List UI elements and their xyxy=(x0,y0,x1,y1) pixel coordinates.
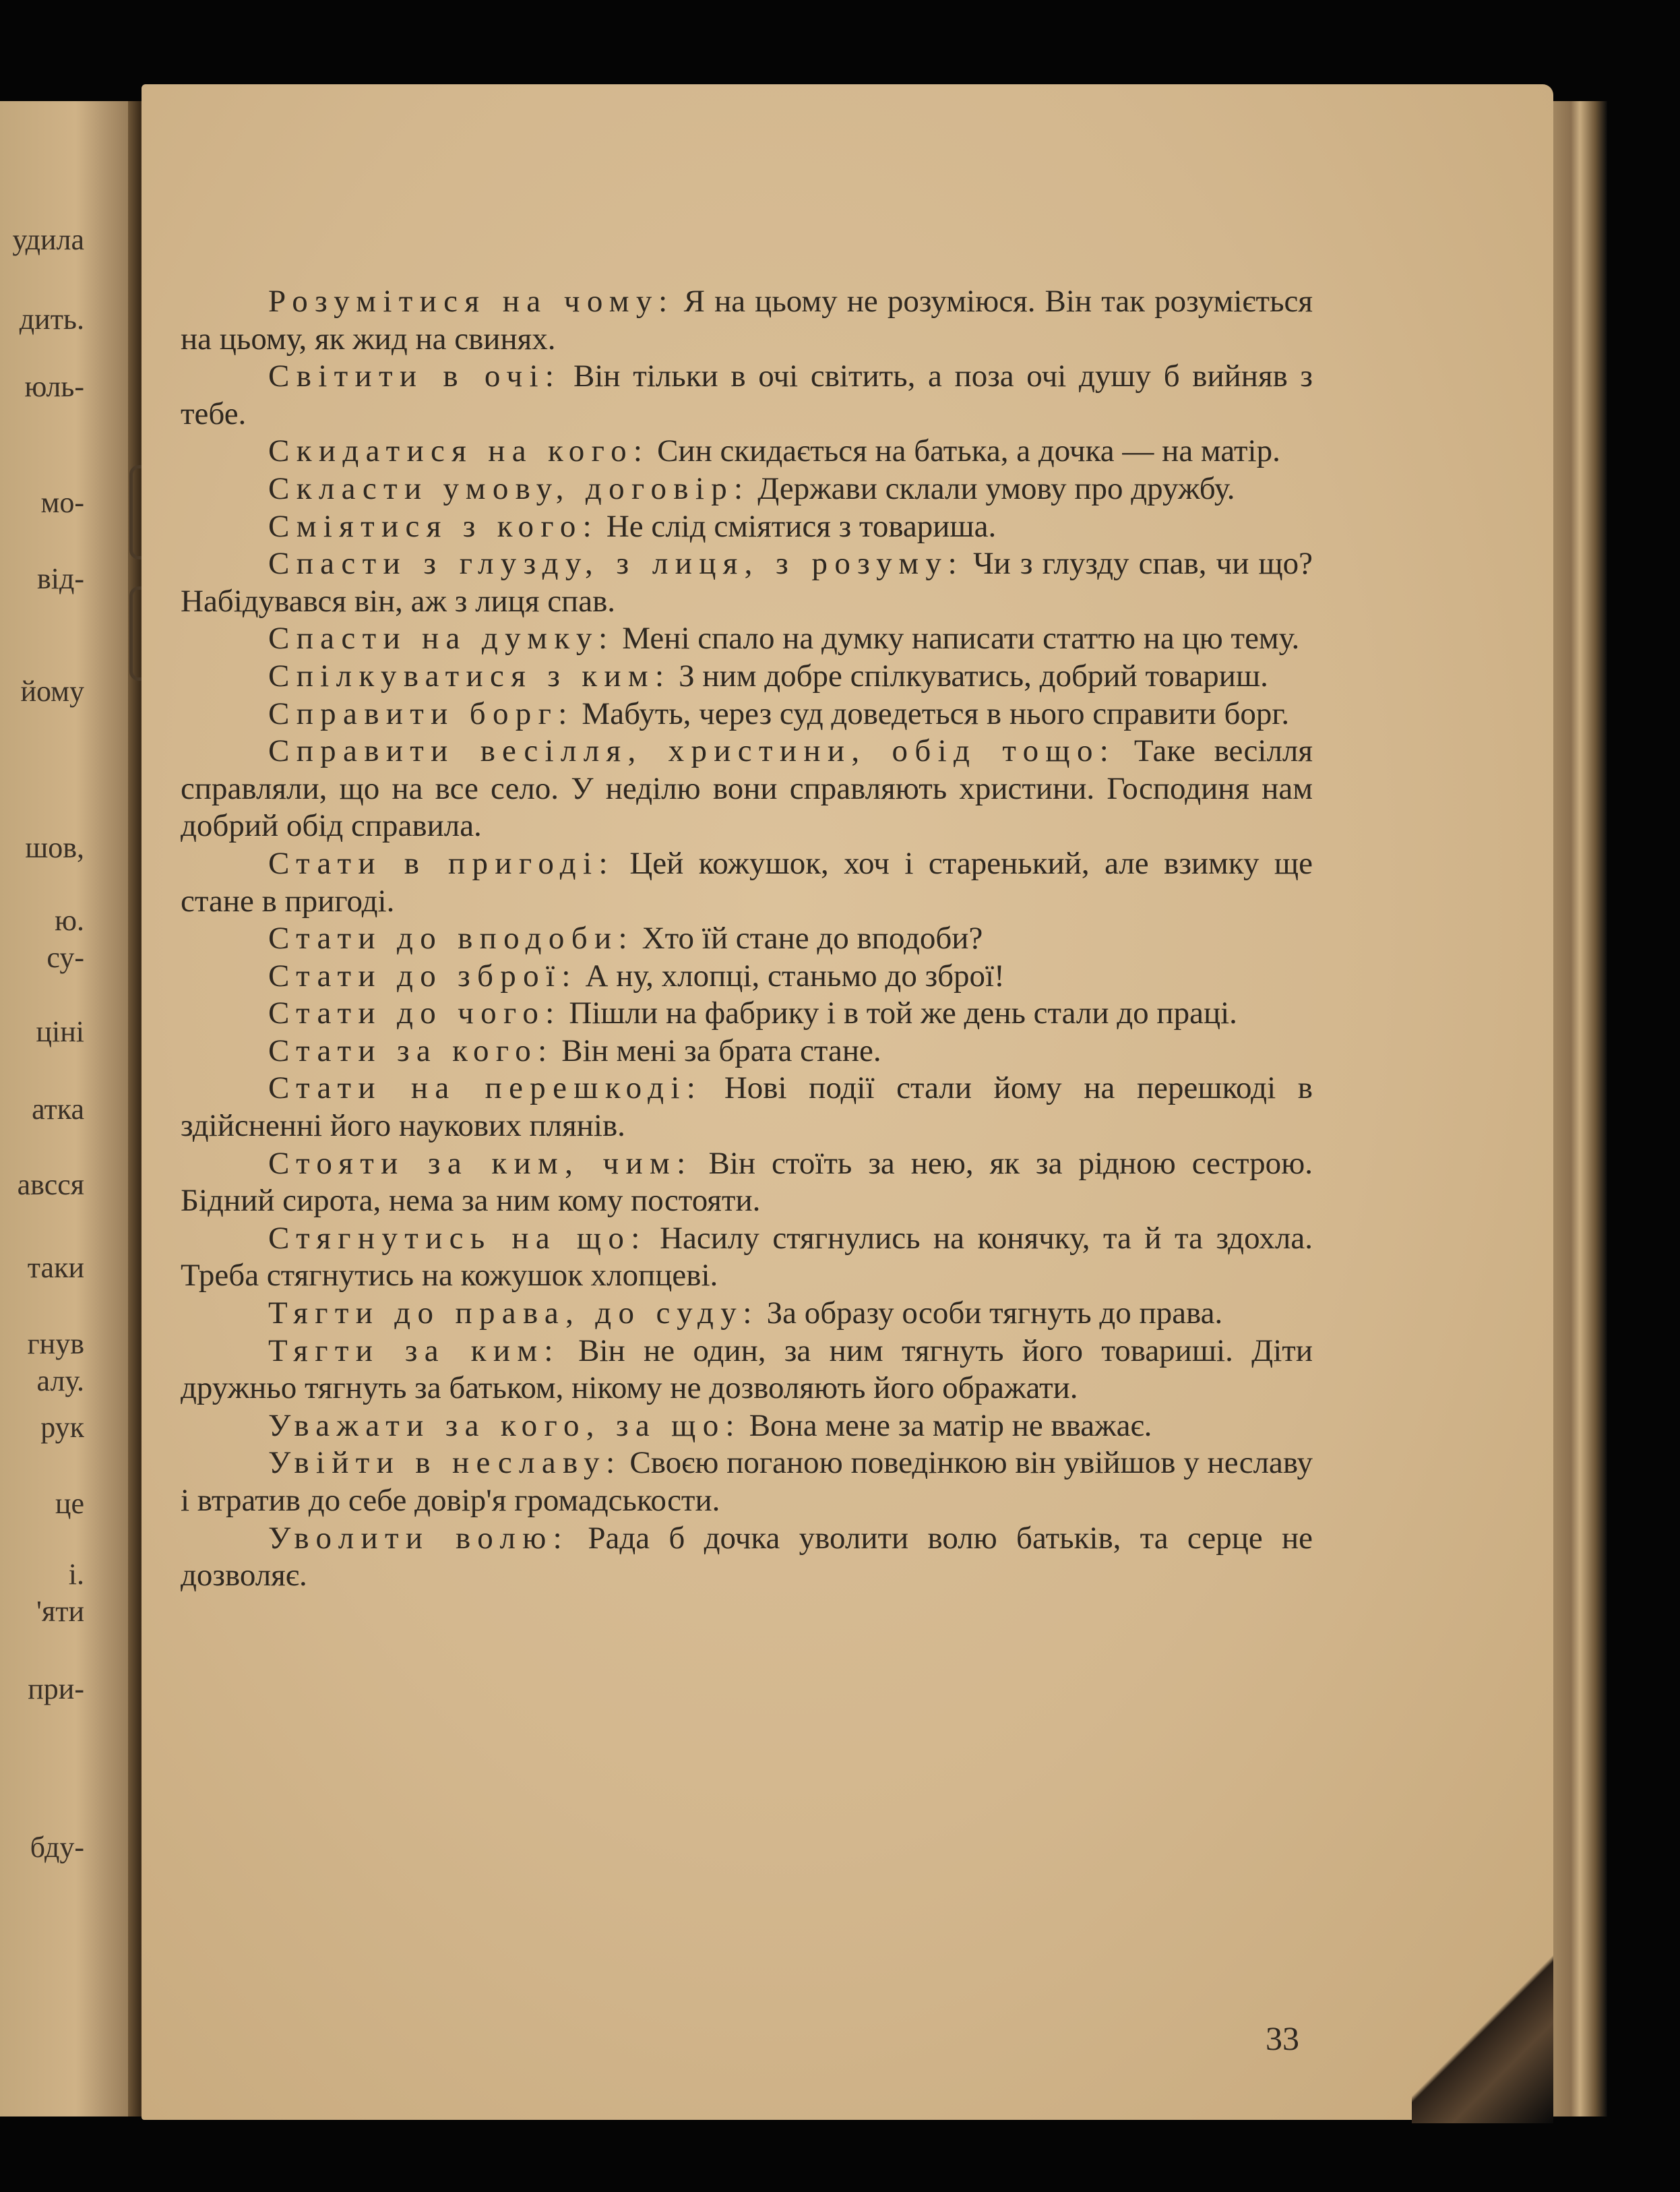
entry-example: Не слід сміятися з товариша. xyxy=(598,508,997,544)
entry-headword: Стати до зброї: xyxy=(268,958,578,994)
entry-headword: Спасти з глузду, з лиця, з розуму: xyxy=(268,546,964,582)
left-text-fragment: ю. xyxy=(55,904,84,937)
left-text-fragment: дить. xyxy=(19,303,84,336)
left-text-fragment: атка xyxy=(32,1093,84,1126)
entry-headword: Розумітися на чому: xyxy=(268,284,675,319)
entry-example: З ним добре спілкуватись, добрий товариш. xyxy=(671,658,1268,694)
left-text-fragment: при- xyxy=(28,1672,84,1705)
left-text-fragment: рук xyxy=(40,1411,84,1444)
page-corner-curl xyxy=(1412,1928,1553,2123)
left-text-fragment: таки xyxy=(27,1251,84,1284)
entry-example: Таке весілля справляли, що на все село. У неділю вони справляють христини. Господиня нам добрий обід справила. xyxy=(181,733,1313,844)
entry-headword: Тягти за ким: xyxy=(268,1333,560,1368)
left-text-fragment: гнув xyxy=(27,1327,84,1360)
left-text-fragment: від- xyxy=(36,562,84,595)
left-text-fragment: удила xyxy=(12,223,84,256)
entry-headword: Уважати за кого, за що: xyxy=(268,1407,741,1443)
entry-headword: Тягти до права, до суду: xyxy=(268,1296,759,1331)
entry-example: Мабуть, через суд доведеться в нього справити борг. xyxy=(573,696,1290,731)
entry-example: Пішли на фабрику і в той же день стали до праці. xyxy=(561,996,1237,1031)
dictionary-entry xyxy=(181,508,1313,546)
left-text-fragment: авсся xyxy=(17,1168,84,1201)
entry-example: Рада б дочка уволити волю батьків, та серце не дозволяє. xyxy=(181,1520,1313,1593)
entry-example: А ну, хлопці, станьмо до зброї! xyxy=(577,958,1005,994)
dictionary-entry xyxy=(181,1444,1313,1519)
book-page xyxy=(142,84,1553,2120)
entry-example: Він мені за брата стане. xyxy=(553,1033,881,1068)
dictionary-entry xyxy=(181,283,1313,358)
dictionary-entry xyxy=(181,1033,1313,1070)
left-page xyxy=(0,101,138,2117)
left-text-fragment: це xyxy=(55,1487,84,1520)
dictionary-entry xyxy=(181,470,1313,508)
left-text-fragment: йому xyxy=(20,675,84,708)
dictionary-entry xyxy=(181,433,1313,470)
left-text-fragment: і. xyxy=(68,1558,84,1591)
dictionary-entry xyxy=(181,995,1313,1033)
dictionary-entry xyxy=(181,545,1313,620)
dictionary-entry xyxy=(181,620,1313,658)
entry-example: Він стоїть за нею, як за рідною сестрою. Бідний сирота, нема за ним кому постояти. xyxy=(181,1145,1313,1219)
dictionary-entry xyxy=(181,1070,1313,1145)
dictionary-entry xyxy=(181,1145,1313,1220)
entry-example: Вона мене за матір не вважає. xyxy=(741,1407,1152,1443)
left-text-fragment: 'яти xyxy=(36,1595,84,1628)
dictionary-entry xyxy=(181,845,1313,920)
entry-headword: Скидатися на кого: xyxy=(268,433,650,469)
entry-example: Син скидається на батька, а дочка — на матір. xyxy=(649,433,1280,469)
entry-headword: Стояти за ким, чим: xyxy=(268,1145,693,1181)
left-text-fragment: ціні xyxy=(36,1015,84,1048)
entry-example: Чи з глузду спав, чи що? Набідувався він, аж з лиця спав. xyxy=(181,546,1313,619)
entry-headword: Спасти на думку: xyxy=(268,621,615,657)
entry-headword: Справити борг: xyxy=(268,696,574,731)
dictionary-entry xyxy=(181,358,1313,433)
entry-example: Своєю поганою поведінкою він увійшов у неславу і втратив до себе довір'я громадськости. xyxy=(181,1445,1313,1518)
dictionary-entry xyxy=(181,958,1313,996)
entry-headword: Сміятися з кого: xyxy=(268,508,599,544)
entry-example: Держави склали умову про дружбу. xyxy=(749,470,1235,506)
entry-example: Хто їй стане до вподоби? xyxy=(633,921,983,956)
entry-headword: Стати на перешкоді: xyxy=(268,1070,703,1106)
dictionary-entry xyxy=(181,658,1313,696)
entry-headword: Стати до вподоби: xyxy=(268,921,634,956)
entry-example: Мені спало на думку написати статтю на цю тему. xyxy=(614,621,1300,657)
dictionary-entry xyxy=(181,733,1313,845)
entry-headword: Увійти в неславу: xyxy=(268,1445,622,1481)
left-text-fragment: су- xyxy=(46,941,84,974)
entry-example: Насилу стягнулись на конячку, та й та здохла. Треба стягнутись на кожушок хлопцеві. xyxy=(181,1220,1313,1293)
entry-example: За образу особи тягнуть до права. xyxy=(758,1296,1223,1331)
left-text-fragment: юль- xyxy=(24,370,84,403)
page-edges xyxy=(1547,101,1607,2117)
dictionary-entry xyxy=(181,1220,1313,1295)
entry-example: Нові події стали йому на перешкоді в здійсненні його наукових плянів. xyxy=(181,1070,1313,1144)
entry-headword: Стягнутись на що: xyxy=(268,1220,647,1256)
entry-example: Цей кожушок, хоч і старенький, але взимку ще стане в пригоді. xyxy=(181,845,1313,919)
dictionary-entry xyxy=(181,1333,1313,1407)
entry-example: Він тільки в очі світить, а поза очі душу б вийняв з тебе. xyxy=(181,359,1313,431)
left-text-fragment: бду- xyxy=(30,1831,84,1864)
entry-headword: Стати за кого: xyxy=(268,1033,554,1068)
entry-example: Я на цьому не розуміюся. Він так розуміється на цьому, як жид на свинях. xyxy=(181,284,1313,357)
entry-headword: Світити в очі: xyxy=(268,359,561,394)
dictionary-text xyxy=(181,283,1313,1595)
left-text-fragment: шов, xyxy=(25,831,84,864)
entry-headword: Спілкуватися з ким: xyxy=(268,658,671,694)
entry-headword: Стати до чого: xyxy=(268,996,561,1031)
entry-headword: Скласти умову, договір: xyxy=(268,470,750,506)
dictionary-entry xyxy=(181,1407,1313,1445)
entry-headword: Справити весілля, христини, обід тощо: xyxy=(268,733,1116,769)
entry-example: Він не один, за ним тягнуть його товариші. Діти дружньо тягнуть за батьком, нікому не дозволяють його ображати. xyxy=(181,1333,1313,1406)
dictionary-entry xyxy=(181,696,1313,733)
dictionary-entry xyxy=(181,1520,1313,1595)
dictionary-entry xyxy=(181,1295,1313,1333)
dictionary-entry xyxy=(181,920,1313,958)
page-number: 33 xyxy=(1266,2019,1299,2057)
entry-headword: Уволити волю: xyxy=(268,1520,569,1556)
entry-headword: Стати в пригоді: xyxy=(268,845,615,881)
left-text-fragment: мо- xyxy=(40,486,84,519)
left-text-fragment: алу. xyxy=(36,1364,84,1397)
